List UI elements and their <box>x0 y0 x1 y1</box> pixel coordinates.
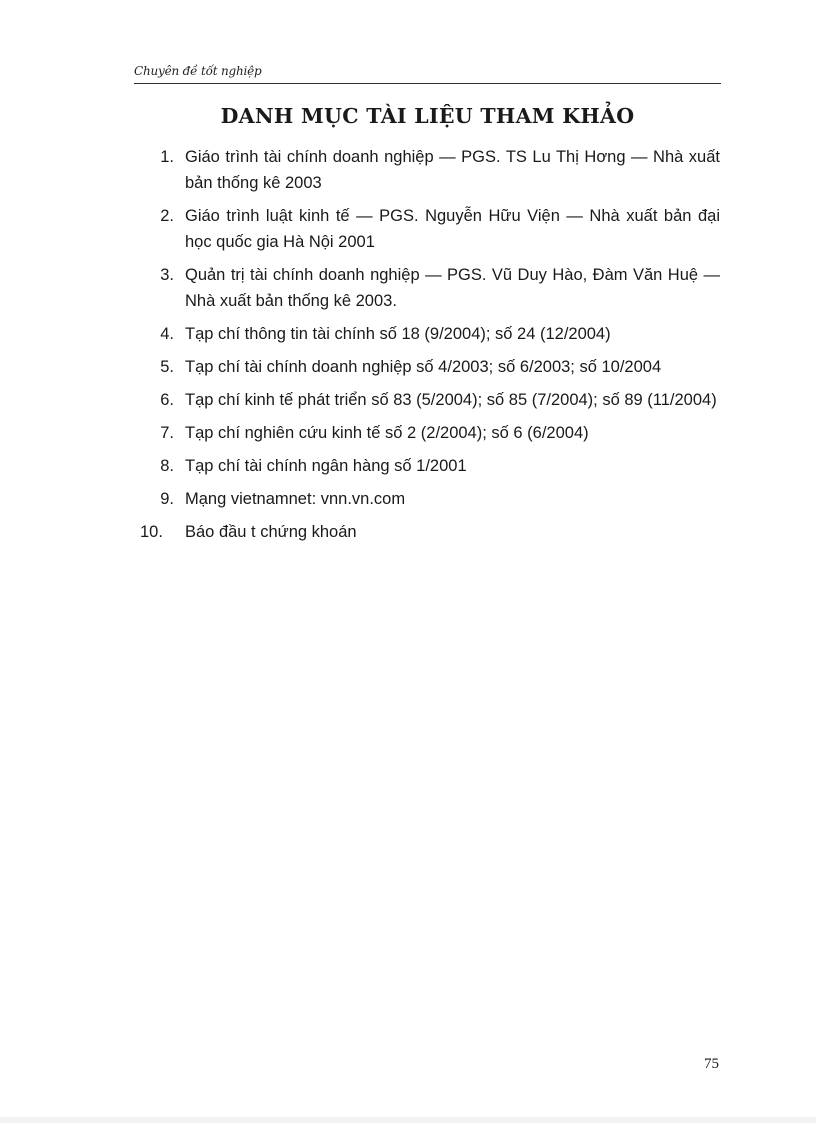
reference-text: Giáo trình tài chính doanh nghiệp — PGS. TS Lu Thị Hơng — Nhà xuất bản thống kê 2003 <box>185 148 720 192</box>
reference-list <box>140 144 720 552</box>
page-title: DANH MỤC TÀI LIỆU THAM KHẢO <box>220 104 635 128</box>
reference-number: 4. <box>160 325 174 343</box>
reference-number: 3. <box>160 266 174 284</box>
reference-text: Tạp chí kinh tế phát triển số 83 (5/2004); số 85 (7/2004); số 89 (11/2004) <box>185 391 717 409</box>
reference-number: 10. <box>140 523 163 541</box>
reference-text: Tạp chí tài chính ngân hàng số 1/2001 <box>185 457 467 475</box>
reference-item <box>140 453 720 479</box>
reference-item <box>140 486 720 512</box>
reference-text: Mạng vietnamnet: vnn.vn.com <box>185 490 406 508</box>
reference-text: Tạp chí nghiên cứu kinh tế số 2 (2/2004); số 6 (6/2004) <box>185 424 589 442</box>
running-header-title: Chuyên đề tốt nghiệp <box>134 64 262 78</box>
reference-number: 9. <box>160 490 174 508</box>
page-number: 75 <box>704 1056 719 1072</box>
reference-item <box>140 420 720 446</box>
reference-item <box>140 387 720 413</box>
reference-item <box>140 354 720 380</box>
reference-number: 5. <box>160 358 174 376</box>
reference-item <box>140 321 720 347</box>
running-header <box>134 62 721 84</box>
reference-item <box>140 144 720 196</box>
reference-item <box>140 519 720 545</box>
reference-number: 8. <box>160 457 174 475</box>
reference-text: Giáo trình luật kinh tế — PGS. Nguyễn Hữu Viện — Nhà xuất bản đại học quốc gia Hà Nội 2001 <box>185 207 720 251</box>
reference-item <box>140 262 720 314</box>
reference-number: 1. <box>160 148 174 166</box>
reference-number: 6. <box>160 391 174 409</box>
reference-text: Báo đầu t chứng khoán <box>185 523 357 541</box>
reference-item <box>140 203 720 255</box>
reference-number: 2. <box>160 207 174 225</box>
page-bottom-edge <box>0 1117 816 1123</box>
reference-text: Quản trị tài chính doanh nghiệp — PGS. Vũ Duy Hào, Đàm Văn Huệ — Nhà xuất bản thống kê 2003. <box>185 266 720 310</box>
reference-number: 7. <box>160 424 174 442</box>
reference-text: Tạp chí tài chính doanh nghiệp số 4/2003; số 6/2003; số 10/2004 <box>185 358 662 376</box>
reference-text: Tạp chí thông tin tài chính số 18 (9/2004); số 24 (12/2004) <box>185 325 611 343</box>
